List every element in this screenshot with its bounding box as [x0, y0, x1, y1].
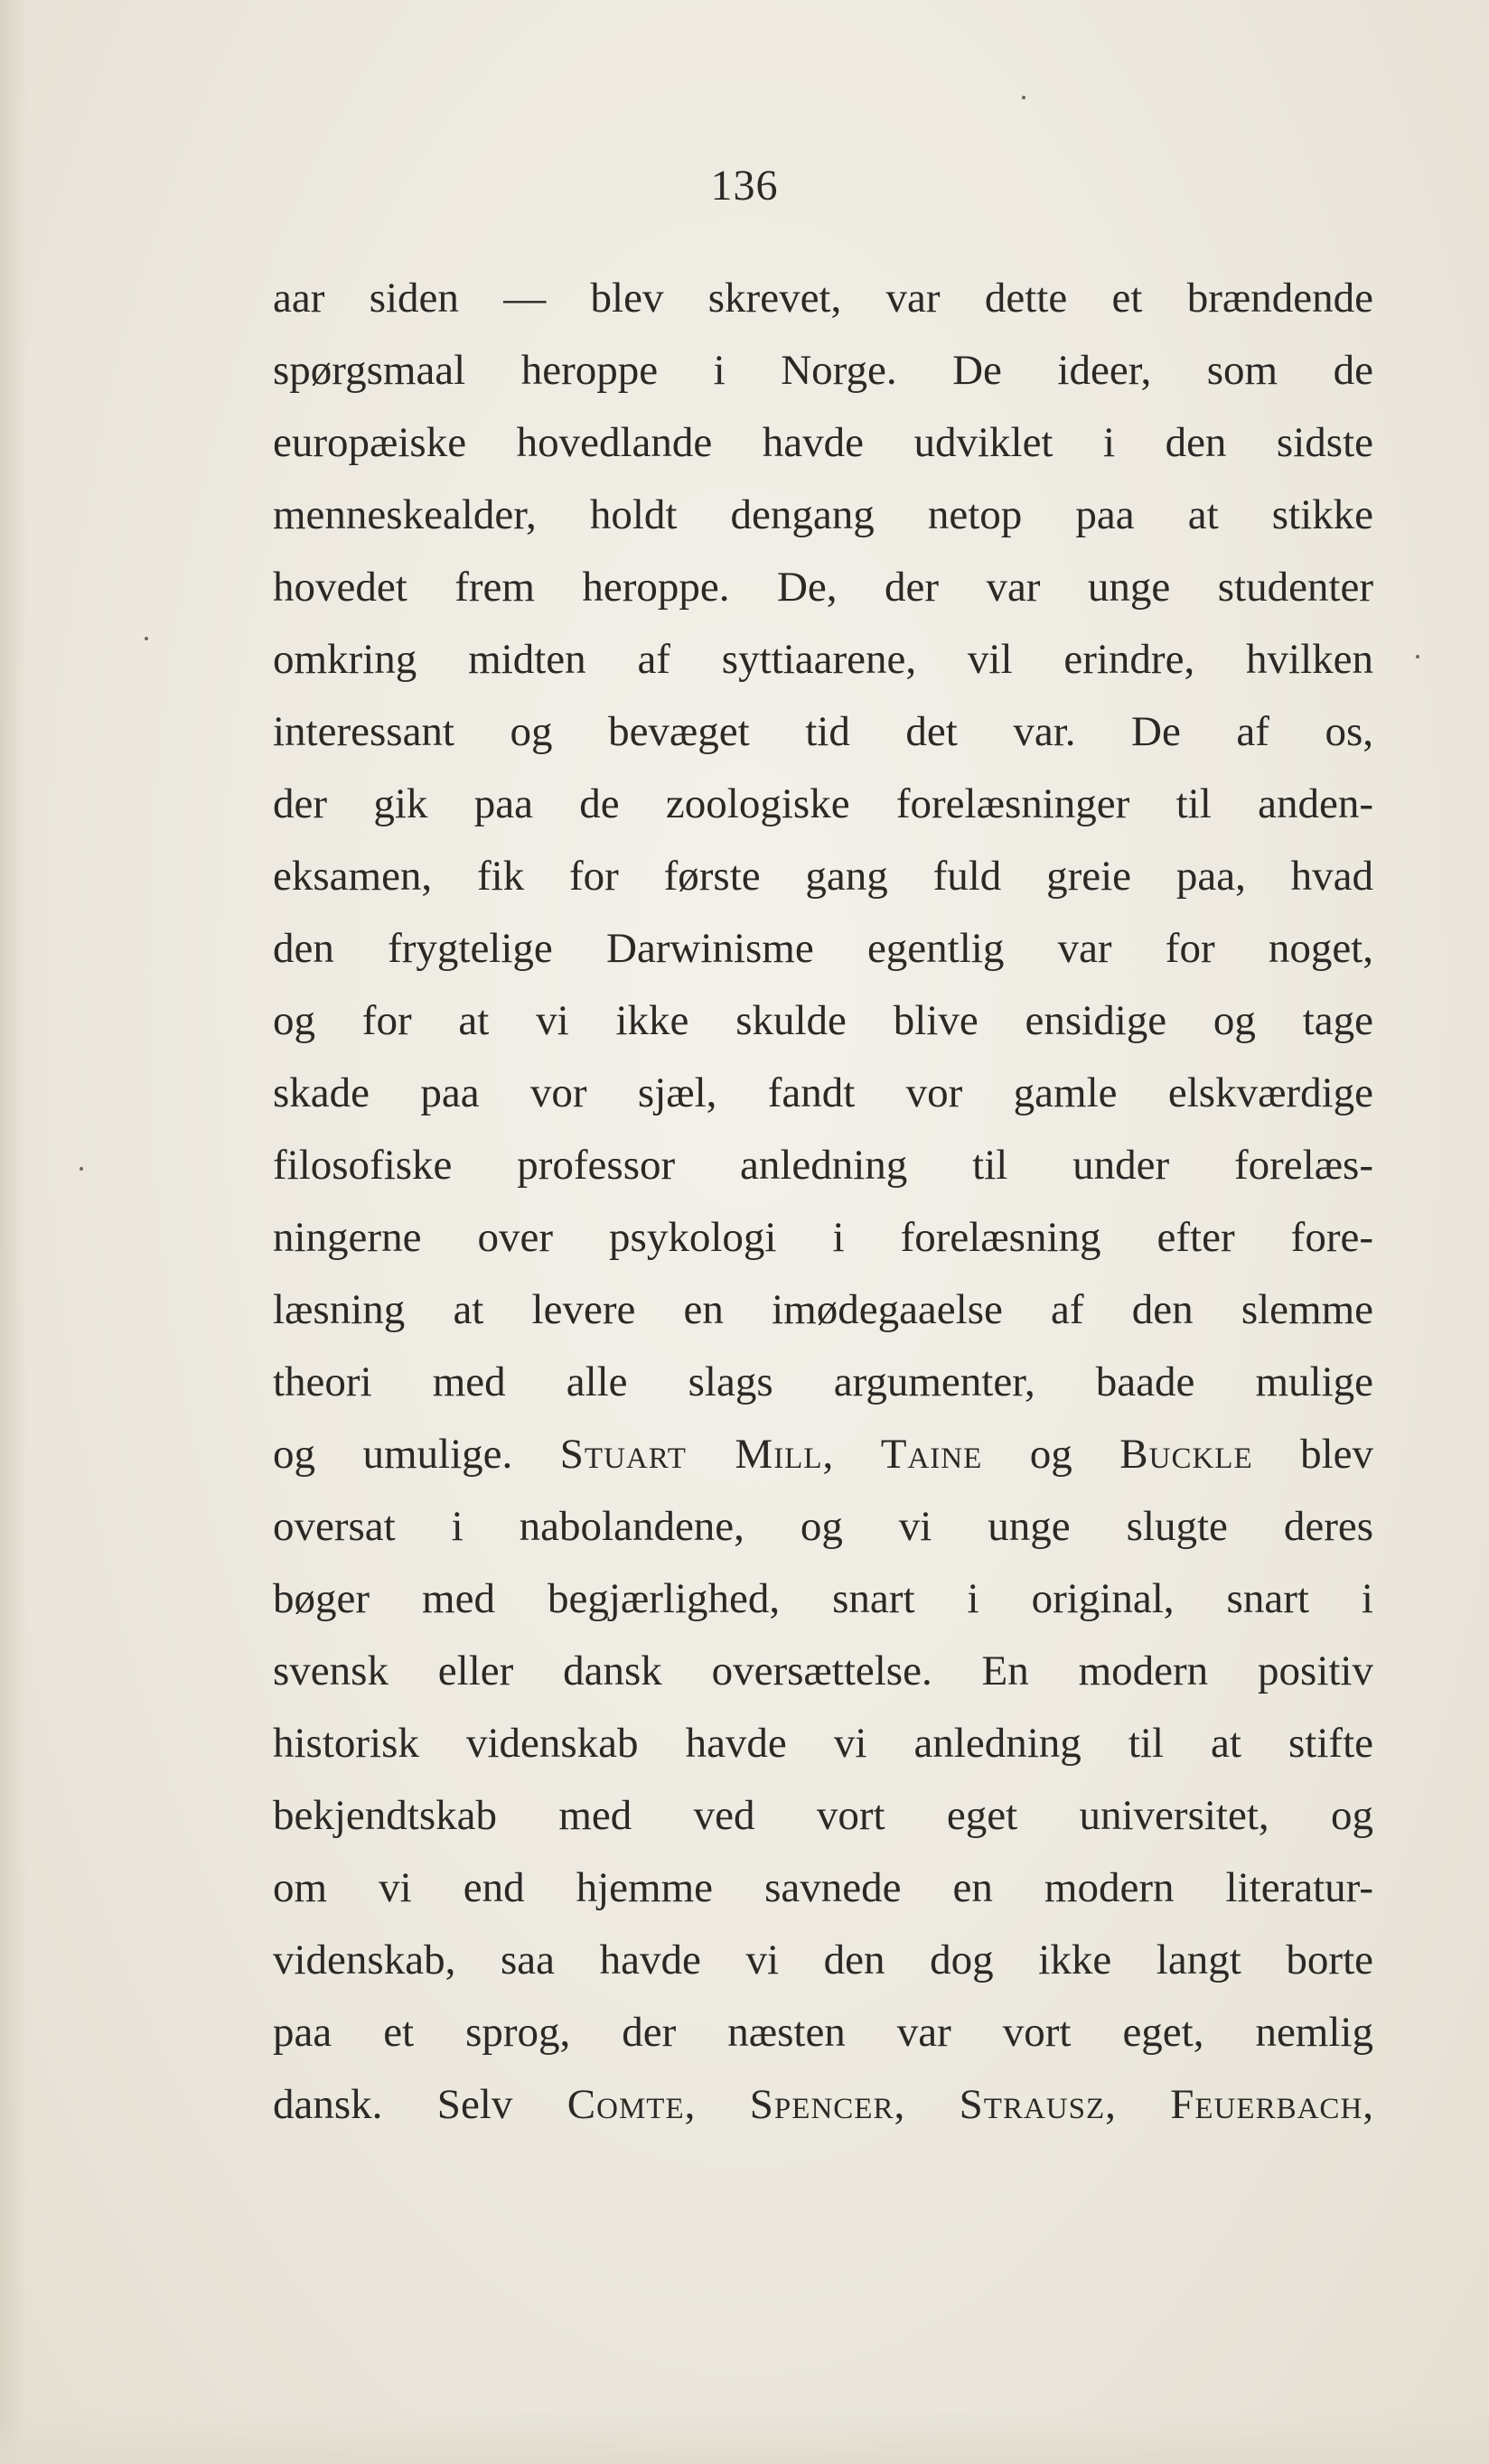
text-line: theori med alle slags argumenter, baade mulige — [273, 1358, 1373, 1405]
author-name: Spencer — [749, 2081, 894, 2128]
author-name: Feuerbach — [1170, 2081, 1363, 2128]
text-line: oversat i nabolandene, og vi unge slugte deres — [273, 1503, 1373, 1550]
text-line: eksamen, fik for første gang fuld greie paa, hvad — [273, 853, 1373, 900]
text-line: videnskab, saa havde vi den dog ikke langt borte — [273, 1937, 1373, 1983]
text-line: ningerne over psykologi i forelæsning efter fore- — [273, 1214, 1373, 1261]
text-line: menneskealder, holdt dengang netop paa at stikke — [273, 491, 1373, 538]
text-line: den frygtelige Darwinisme egentlig var for noget, — [273, 925, 1373, 972]
text-line: om vi end hjemme savnede en modern literatur- — [273, 1864, 1373, 1911]
body-text — [273, 262, 1373, 2141]
text-line: omkring midten af syttiaarene, vil erindre, hvilken — [273, 636, 1373, 683]
text-line: aar siden — blev skrevet, var dette et brændende — [273, 275, 1373, 322]
page-number: 136 — [710, 162, 779, 210]
text-line: bekjendtskab med ved vort eget universitet, og — [273, 1792, 1373, 1839]
text-line: historisk videnskab havde vi anledning til at stifte — [273, 1720, 1373, 1767]
print-speck — [1022, 96, 1025, 99]
print-speck — [1416, 655, 1419, 658]
text-line: og for at vi ikke skulde blive ensidige og tage — [273, 997, 1373, 1044]
text-line: bøger med begjærlighed, snart i original, snart i — [273, 1575, 1373, 1622]
text-line: dansk. Selv Comte, Spencer, Strausz, Feuerbach, — [273, 2081, 1374, 2128]
text-line: svensk eller dansk oversættelse. En modern positiv — [273, 1647, 1373, 1694]
page-bottom-shadow — [0, 2410, 1489, 2464]
text-line: og umulige. Stuart Mill, Taine og Buckle blev — [273, 1431, 1374, 1478]
author-name: Buckle — [1119, 1431, 1253, 1478]
print-speck — [80, 1167, 83, 1171]
text-line: interessant og bevæget tid det var. De af os, — [273, 708, 1373, 755]
author-name: Strausz — [959, 2081, 1106, 2128]
text-line: paa et sprog, der næsten var vort eget, nemlig — [273, 2009, 1373, 2056]
page-edge-shadow — [0, 0, 27, 2464]
text-line: skade paa vor sjæl, fandt vor gamle elskværdige — [273, 1069, 1373, 1116]
text-line: læsning at levere en imødegaaelse af den slemme — [273, 1286, 1373, 1333]
text-line: der gik paa de zoologiske forelæsninger til anden- — [273, 780, 1373, 827]
author-name: Comte — [567, 2081, 685, 2128]
text-line: hovedet frem heroppe. De, der var unge studenter — [273, 564, 1373, 611]
text-line: spørgsmaal heroppe i Norge. De ideer, som de — [273, 347, 1373, 394]
text-line: filosofiske professor anledning til under forelæs- — [273, 1142, 1373, 1189]
author-name: Stuart Mill — [559, 1431, 823, 1478]
author-name: Taine — [880, 1431, 983, 1478]
print-speck — [145, 637, 148, 640]
text-line: europæiske hovedlande havde udviklet i den sidste — [273, 419, 1373, 466]
